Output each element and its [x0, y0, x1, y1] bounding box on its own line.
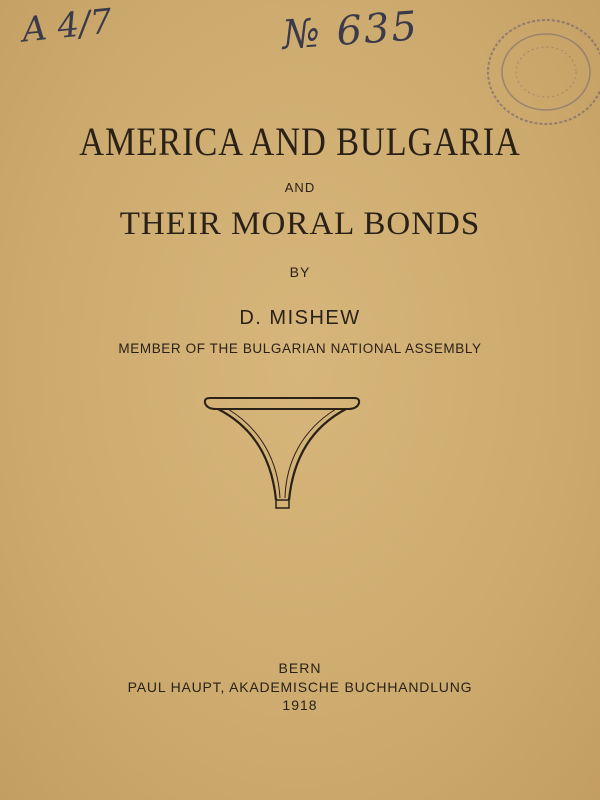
author-name: D. MISHEW	[239, 307, 361, 329]
handwritten-corner-mark: A 4/7	[20, 1, 114, 51]
shield-ornament-icon	[200, 390, 365, 512]
author-role: MEMBER OF THE BULGARIAN NATIONAL ASSEMBLY	[118, 341, 482, 356]
imprint-publisher: PAUL HAUPT, AKADEMISCHE BUCHHANDLUNG	[127, 679, 473, 695]
title-conjunction: AND	[284, 180, 316, 195]
title-line-2: THEIR MORAL BONDS	[119, 206, 481, 242]
by-line: BY	[289, 264, 311, 280]
title-line-1: AMERICA AND BULGARIA	[79, 119, 521, 164]
handwritten-catalog-number: № 635	[280, 3, 421, 59]
imprint-year: 1918	[282, 697, 318, 713]
imprint-city: BERN	[278, 660, 322, 676]
